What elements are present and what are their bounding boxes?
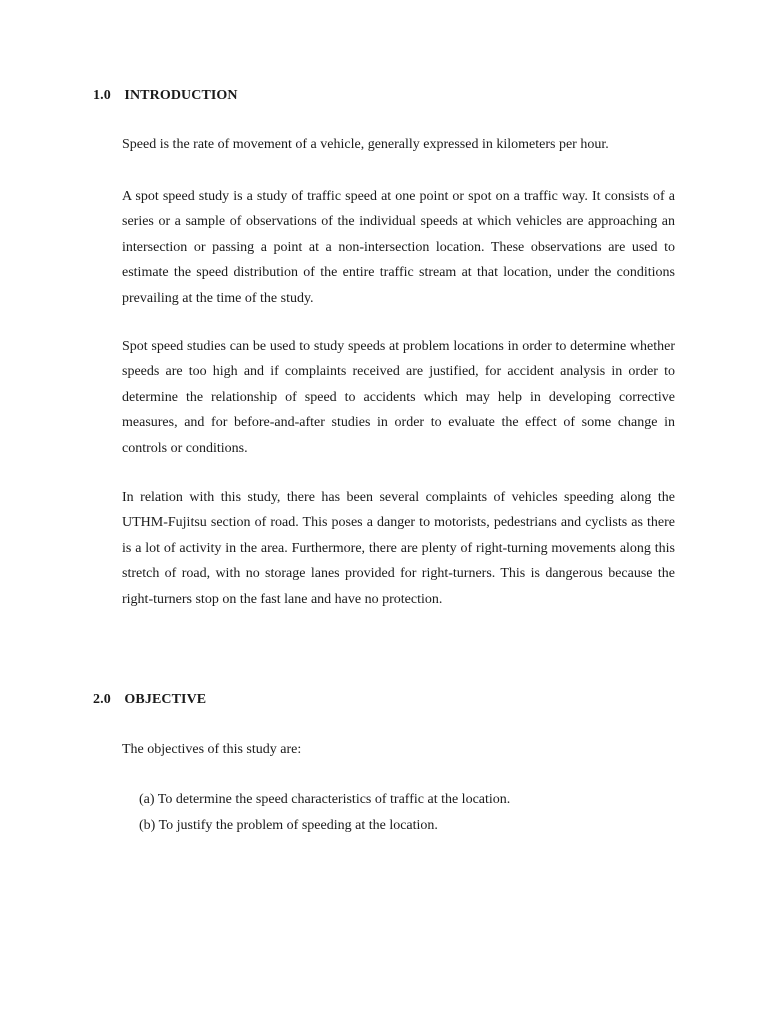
section-title: OBJECTIVE xyxy=(124,692,207,707)
objective-item: (b) To justify the problem of speeding at the location. xyxy=(139,818,438,833)
section-heading-introduction xyxy=(93,88,238,104)
paragraph-study-context: In relation with this study, there has been several complaints of vehicles speeding along the UTHM-Fujitsu section of road. This poses a danger to motorists, pedestrians and cyclists as there is a lot of activity in the area. Furthermore, there are plenty of right-turning movements along this stretch of road, with no storage lanes provided for right-turners. This is dangerous because the right-turners stop on the fast lane and have no protection. xyxy=(122,490,675,607)
paragraph-spot-speed-study: A spot speed study is a study of traffic speed at one point or spot on a traffic way. It consists of a series or a sample of observations of the individual speeds at which vehicles are approaching an intersection or passing a point at a non-intersection location. These observations are used to estimate the speed distribution of the entire traffic stream at that location, under the conditions prevailing at the time of the study. xyxy=(122,189,675,306)
paragraph-spot-speed-uses: Spot speed studies can be used to study speeds at problem locations in order to determine whether speeds are too high and if complaints received are justified, for accident analysis in order to determine the relationship of speed to accidents which may help in developing corrective measures, and for before-and-after studies in order to evaluate the effect of some change in controls or conditions. xyxy=(122,339,675,456)
section-heading-objective xyxy=(93,692,206,708)
section-number: 1.0 xyxy=(93,88,111,103)
section-title: INTRODUCTION xyxy=(124,88,238,103)
section-number: 2.0 xyxy=(93,692,111,707)
paragraph-speed-definition: Speed is the rate of movement of a vehicle, generally expressed in kilometers per hour. xyxy=(122,137,609,152)
objectives-intro: The objectives of this study are: xyxy=(122,742,302,757)
objective-item: (a) To determine the speed characteristics of traffic at the location. xyxy=(139,792,511,807)
